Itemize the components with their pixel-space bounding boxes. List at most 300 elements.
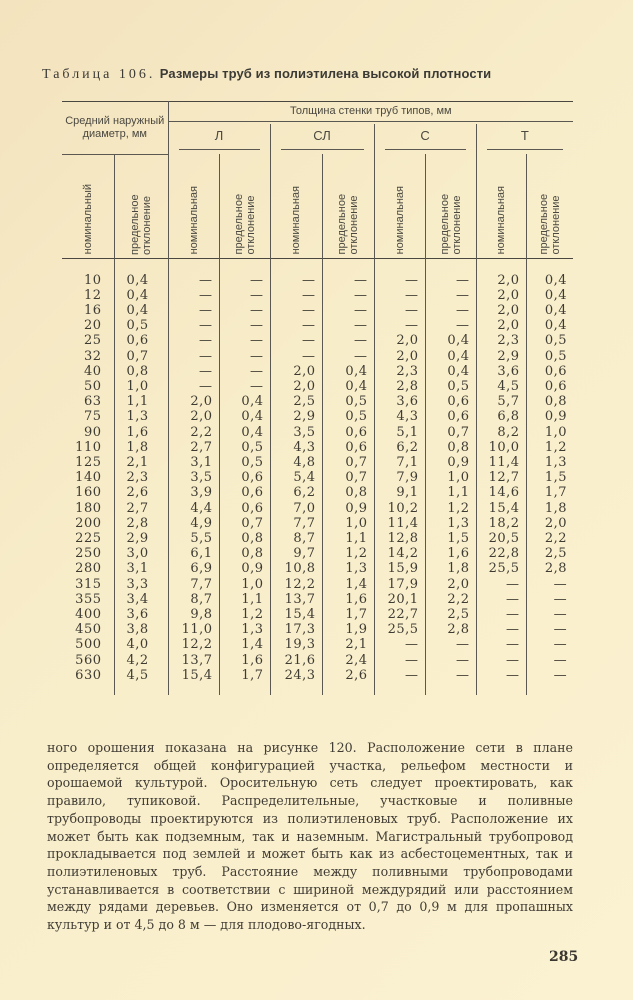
table-cell: 1,3: [114, 409, 168, 424]
table-cell: 4,0: [114, 637, 168, 652]
table-cell: 2,3: [374, 364, 425, 379]
sl-nominal-header: [270, 154, 322, 258]
table-cell: 0,7: [219, 516, 270, 531]
table-cell: 1,5: [425, 531, 476, 546]
diameter-header: Средний наружный диаметр, мм: [62, 102, 168, 155]
table-cell: —: [270, 258, 322, 288]
table-cell: 1,2: [322, 546, 374, 561]
table-cell: 1,3: [425, 516, 476, 531]
subheader-label: номинальная: [290, 186, 303, 255]
type-header-l: [168, 124, 270, 154]
table-cell: 0,4: [219, 409, 270, 424]
table-cell: 0,6: [425, 394, 476, 409]
table-cell: —: [168, 333, 219, 348]
table-cell: 6,1: [168, 546, 219, 561]
table-cell: 0,6: [219, 470, 270, 485]
table-cell: 15,9: [374, 561, 425, 576]
table-cell: 20,5: [476, 531, 526, 546]
table-row: [62, 668, 573, 695]
table-cell: 1,8: [114, 440, 168, 455]
t-nominal-header: [476, 154, 526, 258]
table-cell: 3,0: [114, 546, 168, 561]
table-cell: —: [322, 318, 374, 333]
table-cell: 1,0: [219, 577, 270, 592]
table-cell: 22,8: [476, 546, 526, 561]
table-cell: 14,2: [374, 546, 425, 561]
table-row: [62, 425, 573, 440]
table-cell: 32: [83, 348, 102, 364]
table-row: [62, 303, 573, 318]
table-cell: 17,9: [374, 577, 425, 592]
table-cell: 1,1: [322, 531, 374, 546]
table-cell: 11,4: [374, 516, 425, 531]
table-cell: 17,3: [270, 622, 322, 637]
table-cell: 1,5: [526, 470, 573, 485]
table-cell: 11,0: [168, 622, 219, 637]
table-cell: 3,6: [374, 394, 425, 409]
table-cell: 15,4: [168, 668, 219, 695]
table-row: [62, 288, 573, 303]
table-cell: 2,8: [114, 516, 168, 531]
table-cell: 0,9: [526, 409, 573, 424]
table-cell: 0,4: [526, 258, 573, 288]
table-cell: 12,2: [270, 577, 322, 592]
table-cell: 160: [75, 485, 102, 501]
table-row: [62, 622, 573, 637]
table-cell: 3,8: [114, 622, 168, 637]
table-cell: 1,7: [322, 607, 374, 622]
table-cell: 7,7: [270, 516, 322, 531]
table-cell: 0,4: [526, 318, 573, 333]
table-cell: 2,1: [322, 637, 374, 652]
table-cell: 12,7: [476, 470, 526, 485]
table-cell: 2,3: [476, 333, 526, 348]
table-cell: 2,0: [526, 516, 573, 531]
table-cell: 1,4: [322, 577, 374, 592]
table-title: Размеры труб из полиэтилена высокой плотности: [159, 66, 492, 81]
table-cell: 0,4: [219, 394, 270, 409]
table-row: [62, 516, 573, 531]
table-cell: 1,8: [425, 561, 476, 576]
table-cell: 12: [83, 287, 102, 303]
table-cell: 200: [75, 515, 102, 531]
table-cell: 10,0: [476, 440, 526, 455]
table-row: [62, 546, 573, 561]
table-cell: 2,0: [270, 379, 322, 394]
table-row: [62, 349, 573, 364]
table-cell: —: [374, 653, 425, 668]
table-cell: 225: [75, 530, 102, 546]
table-cell: —: [526, 653, 573, 668]
table-cell: 13,7: [270, 592, 322, 607]
table-cell: 2,0: [168, 409, 219, 424]
table-cell: —: [168, 288, 219, 303]
table-cell: 0,4: [322, 379, 374, 394]
table-cell: 1,0: [526, 425, 573, 440]
table-cell: —: [526, 668, 573, 695]
table-cell: 0,4: [114, 258, 168, 288]
table-cell: 450: [75, 622, 102, 638]
s-deviation-header: [425, 154, 476, 258]
table-row: [62, 440, 573, 455]
table-cell: —: [374, 258, 425, 288]
table-row: [62, 455, 573, 470]
table-cell: 10,8: [270, 561, 322, 576]
table-cell: 1,0: [425, 470, 476, 485]
table-cell: 3,3: [114, 577, 168, 592]
table-cell: 0,7: [425, 425, 476, 440]
table-cell: 1,3: [526, 455, 573, 470]
table-row: [62, 394, 573, 409]
table-cell: 16: [83, 302, 102, 318]
table-cell: 25,5: [476, 561, 526, 576]
table-cell: 2,7: [168, 440, 219, 455]
table-cell: —: [476, 668, 526, 695]
table-cell: 7,1: [374, 455, 425, 470]
table-cell: 0,6: [322, 425, 374, 440]
table-cell: 1,1: [425, 485, 476, 500]
table-cell: 0,7: [322, 470, 374, 485]
table-cell: 1,2: [425, 501, 476, 516]
table-cell: —: [526, 607, 573, 622]
table-cell: 10,2: [374, 501, 425, 516]
table-cell: 2,5: [526, 546, 573, 561]
table-row: [62, 333, 573, 348]
table-cell: —: [270, 318, 322, 333]
table-cell: 2,8: [425, 622, 476, 637]
table-cell: —: [476, 592, 526, 607]
table-cell: 0,6: [219, 501, 270, 516]
subheader-label: номинальная: [495, 186, 508, 255]
table-cell: —: [322, 288, 374, 303]
table-row: [62, 561, 573, 576]
table-cell: —: [425, 288, 476, 303]
type-label: Т: [520, 128, 529, 143]
type-header-sl: [270, 124, 374, 154]
table-cell: —: [219, 318, 270, 333]
table-cell: —: [374, 318, 425, 333]
table-row: [62, 501, 573, 516]
table-cell: —: [476, 577, 526, 592]
table-cell: 2,9: [476, 349, 526, 364]
table-cell: 4,8: [270, 455, 322, 470]
table-cell: —: [219, 258, 270, 288]
table-cell: 12,8: [374, 531, 425, 546]
table-cell: 0,6: [526, 364, 573, 379]
table-cell: 1,9: [322, 622, 374, 637]
table-cell: 8,7: [168, 592, 219, 607]
table-cell: 1,0: [322, 516, 374, 531]
table-cell: —: [425, 258, 476, 288]
table-cell: —: [168, 303, 219, 318]
table-cell: 125: [75, 454, 102, 470]
table-cell: —: [374, 637, 425, 652]
table-cell: 0,4: [425, 333, 476, 348]
table-cell: —: [168, 364, 219, 379]
table-row: [62, 364, 573, 379]
table-cell: 110: [75, 439, 102, 455]
table-cell: 2,9: [270, 409, 322, 424]
table-cell: 25: [83, 333, 102, 349]
table-cell: —: [168, 379, 219, 394]
table-cell: 4,3: [374, 409, 425, 424]
table-cell: 1,3: [219, 622, 270, 637]
subheader-label: номинальная: [187, 186, 200, 255]
thickness-header-label: Толщина стенки труб типов, мм: [290, 104, 452, 117]
sl-deviation-header: [322, 154, 374, 258]
table-cell: —: [168, 258, 219, 288]
table-cell: 24,3: [270, 668, 322, 695]
table-cell: —: [270, 333, 322, 348]
table-cell: —: [219, 364, 270, 379]
table-cell: —: [374, 303, 425, 318]
table-cell: —: [219, 349, 270, 364]
table-cell: 7,7: [168, 577, 219, 592]
table-cell: 6,2: [374, 440, 425, 455]
table-cell: 3,4: [114, 592, 168, 607]
subheader-label: номинальная: [393, 186, 406, 255]
table-cell: 19,3: [270, 637, 322, 652]
table-cell: 315: [75, 576, 102, 592]
table-cell: —: [476, 622, 526, 637]
table-cell: 280: [75, 561, 102, 577]
table-cell: 2,5: [425, 607, 476, 622]
table-cell: 2,7: [114, 501, 168, 516]
table-cell: 0,8: [219, 546, 270, 561]
table-row: [62, 470, 573, 485]
table-cell: 2,6: [322, 668, 374, 695]
table-cell: 7,0: [270, 501, 322, 516]
table-cell: 0,5: [526, 349, 573, 364]
table-cell: 0,4: [526, 288, 573, 303]
table-row: [62, 653, 573, 668]
table-cell: 5,7: [476, 394, 526, 409]
table-cell: 1,3: [322, 561, 374, 576]
table-cell: 2,9: [114, 531, 168, 546]
table-cell: 1,1: [114, 394, 168, 409]
table-cell: 0,5: [526, 333, 573, 348]
table-cell: —: [425, 668, 476, 695]
table-cell: —: [526, 622, 573, 637]
table-cell: 4,3: [270, 440, 322, 455]
table-cell: 9,8: [168, 607, 219, 622]
table-cell: 21,6: [270, 653, 322, 668]
table-cell: —: [425, 653, 476, 668]
table-cell: 6,2: [270, 485, 322, 500]
table-cell: 90: [83, 424, 102, 440]
table-row: [62, 485, 573, 500]
subheader-label: предельное отклонение: [537, 193, 562, 255]
table-cell: 3,1: [168, 455, 219, 470]
table-cell: —: [270, 349, 322, 364]
table-cell: 0,8: [425, 440, 476, 455]
table-cell: 3,9: [168, 485, 219, 500]
type-label: СЛ: [313, 128, 331, 143]
table-cell: 5,5: [168, 531, 219, 546]
table-cell: 2,4: [322, 653, 374, 668]
table-row: [62, 592, 573, 607]
table-cell: —: [322, 333, 374, 348]
table-row: [62, 531, 573, 546]
table-cell: —: [322, 349, 374, 364]
table-cell: 6,9: [168, 561, 219, 576]
subheader-label: предельное отклонение: [232, 193, 257, 255]
table-cell: 14,6: [476, 485, 526, 500]
table-cell: 4,2: [114, 653, 168, 668]
table-cell: 2,0: [476, 258, 526, 288]
table-cell: 1,6: [425, 546, 476, 561]
table-cell: 22,7: [374, 607, 425, 622]
table-cell: 0,5: [219, 440, 270, 455]
table-cell: 4,5: [476, 379, 526, 394]
table-cell: 0,4: [526, 303, 573, 318]
table-row: [62, 258, 573, 288]
table-cell: 2,0: [425, 577, 476, 592]
l-nominal-header: [168, 154, 219, 258]
table-cell: —: [476, 637, 526, 652]
table-cell: 75: [83, 409, 102, 425]
table-cell: 1,7: [219, 668, 270, 695]
table-cell: 250: [75, 546, 102, 562]
table-cell: 2,0: [270, 364, 322, 379]
table-cell: 18,2: [476, 516, 526, 531]
table-cell: 50: [83, 378, 102, 394]
table-cell: 15,4: [270, 607, 322, 622]
table-cell: 0,9: [322, 501, 374, 516]
table-cell: 0,8: [322, 485, 374, 500]
table-cell: 0,6: [114, 333, 168, 348]
table-cell: 500: [75, 637, 102, 653]
table-cell: 3,5: [168, 470, 219, 485]
table-cell: —: [168, 318, 219, 333]
table-cell: 180: [75, 500, 102, 516]
diameter-deviation-header: [114, 154, 168, 258]
table-cell: 630: [75, 667, 102, 683]
table-cell: 6,8: [476, 409, 526, 424]
table-cell: 4,9: [168, 516, 219, 531]
table-cell: 2,3: [114, 470, 168, 485]
table-cell: —: [219, 288, 270, 303]
table-cell: 1,2: [526, 440, 573, 455]
table-cell: 560: [75, 652, 102, 668]
table-cell: 1,2: [219, 607, 270, 622]
table-cell: 2,0: [476, 318, 526, 333]
table-cell: 2,8: [374, 379, 425, 394]
table-cell: 2,1: [114, 455, 168, 470]
table-cell: 10: [83, 272, 102, 288]
table-cell: —: [374, 668, 425, 695]
table-cell: 3,1: [114, 561, 168, 576]
table-cell: 2,6: [114, 485, 168, 500]
table-row: [62, 409, 573, 424]
table-cell: 2,2: [425, 592, 476, 607]
thickness-header: [168, 102, 573, 125]
table-cell: 0,8: [114, 364, 168, 379]
table-cell: 3,6: [476, 364, 526, 379]
table-cell: 0,5: [219, 455, 270, 470]
table-cell: 2,0: [476, 288, 526, 303]
table-cell: 0,9: [425, 455, 476, 470]
table-cell: —: [476, 653, 526, 668]
table-cell: 1,7: [526, 485, 573, 500]
table-cell: —: [425, 637, 476, 652]
table-cell: 2,0: [374, 349, 425, 364]
table-cell: 140: [75, 470, 102, 486]
table-cell: 0,6: [526, 379, 573, 394]
table-cell: 1,6: [114, 425, 168, 440]
table-cell: 0,4: [114, 288, 168, 303]
table-cell: 1,8: [526, 501, 573, 516]
table-cell: 4,4: [168, 501, 219, 516]
table-cell: 3,6: [114, 607, 168, 622]
t-deviation-header: [526, 154, 573, 258]
type-header-t: [476, 124, 573, 154]
table-row: [62, 318, 573, 333]
table-cell: 0,5: [425, 379, 476, 394]
table-cell: 9,1: [374, 485, 425, 500]
table-cell: 2,0: [374, 333, 425, 348]
diameter-nominal-header: [62, 154, 114, 258]
table-cell: —: [322, 303, 374, 318]
table-cell: —: [270, 303, 322, 318]
table-cell: 5,1: [374, 425, 425, 440]
table-cell: 2,2: [168, 425, 219, 440]
page-number: 285: [549, 949, 579, 965]
table-cell: —: [219, 303, 270, 318]
type-label: С: [420, 128, 430, 143]
table-header: [62, 102, 573, 259]
subheader-label: предельное отклонение: [336, 193, 361, 255]
table-cell: 20,1: [374, 592, 425, 607]
table-cell: 0,7: [322, 455, 374, 470]
s-nominal-header: [374, 154, 425, 258]
table-cell: 0,6: [425, 409, 476, 424]
table-cell: 2,0: [476, 303, 526, 318]
table-cell: 0,8: [219, 531, 270, 546]
table-caption: [42, 66, 602, 83]
table-cell: 0,4: [425, 364, 476, 379]
subheader-label: предельное отклонение: [438, 193, 463, 255]
table-cell: 25,5: [374, 622, 425, 637]
table-cell: 5,4: [270, 470, 322, 485]
table-cell: 15,4: [476, 501, 526, 516]
table-cell: 1,6: [322, 592, 374, 607]
table-cell: 0,5: [114, 318, 168, 333]
table-cell: 7,9: [374, 470, 425, 485]
table-cell: 11,4: [476, 455, 526, 470]
table-cell: 0,7: [114, 349, 168, 364]
table-row: [62, 637, 573, 652]
table-cell: 0,6: [219, 485, 270, 500]
table-cell: —: [526, 637, 573, 652]
table-cell: 3,5: [270, 425, 322, 440]
table-cell: 9,7: [270, 546, 322, 561]
table-cell: 1,4: [219, 637, 270, 652]
table-cell: 1,0: [114, 379, 168, 394]
table-cell: 0,8: [526, 394, 573, 409]
table-cell: 400: [75, 606, 102, 622]
table-cell: 0,9: [219, 561, 270, 576]
table-cell: —: [526, 577, 573, 592]
table-cell: 0,6: [322, 440, 374, 455]
table-cell: —: [526, 592, 573, 607]
table-cell: 13,7: [168, 653, 219, 668]
table-cell: —: [374, 288, 425, 303]
table-cell: —: [322, 258, 374, 288]
table-cell: 355: [75, 591, 102, 607]
table-row: [62, 577, 573, 592]
table-cell: —: [476, 607, 526, 622]
